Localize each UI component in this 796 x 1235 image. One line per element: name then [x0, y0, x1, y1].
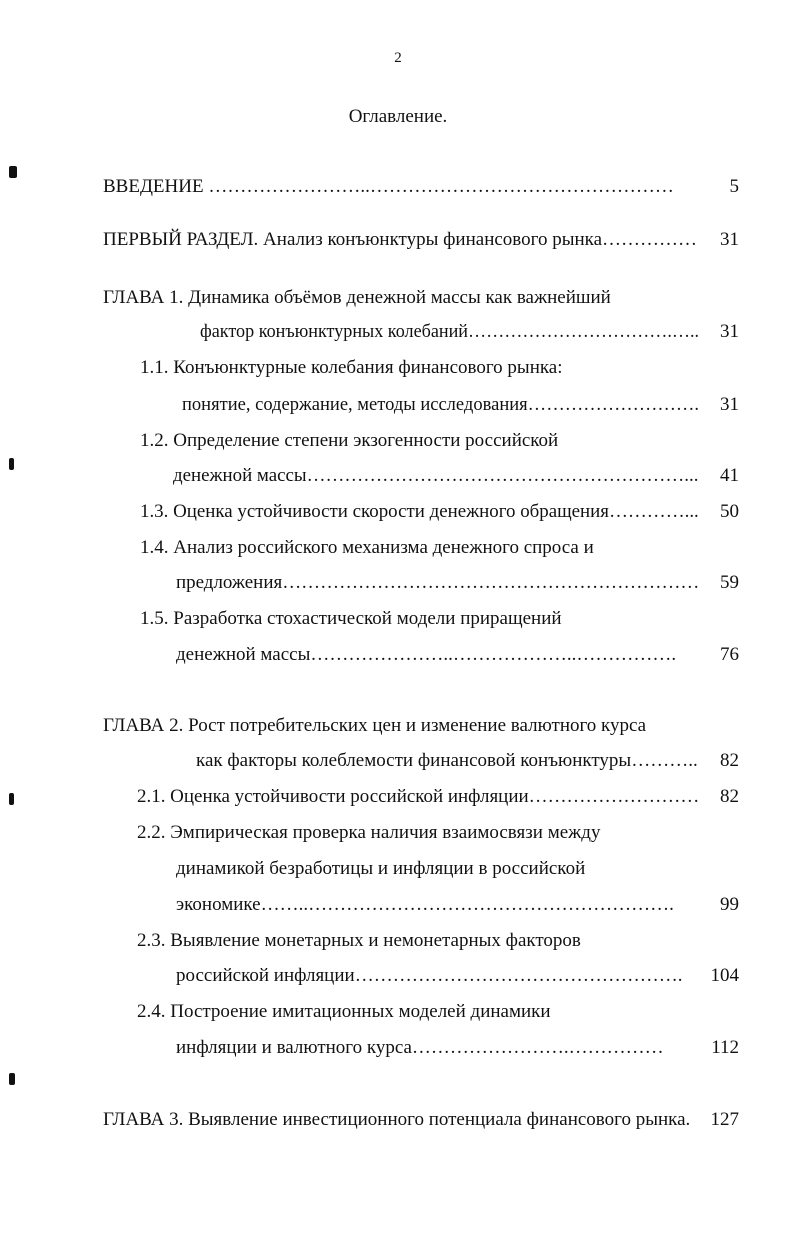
toc-entry-1-1[interactable]: 1.1. Конъюнктурные колебания финансового рынка: [140, 357, 563, 378]
toc-page-number: 112 [711, 1037, 739, 1058]
toc-entry-2-1[interactable]: 2.1. Оценка устойчивости российской инфляции……………………… [137, 786, 700, 807]
toc-entry-1-5[interactable]: 1.5. Разработка стохастической модели приращений [140, 608, 562, 629]
toc-page-number: 82 [720, 750, 739, 771]
toc-page-number: 104 [710, 965, 739, 986]
toc-page-number: 76 [720, 644, 739, 665]
toc-entry-2-3[interactable]: 2.3. Выявление монетарных и немонетарных факторов [137, 930, 581, 951]
toc-entry-1-2[interactable]: 1.2. Определение степени экзогенности российской [140, 430, 559, 451]
toc-page-number: 31 [720, 321, 739, 342]
toc-page-number: 82 [720, 786, 739, 807]
toc-title: Оглавление. [348, 106, 448, 127]
toc-page-number: 41 [720, 465, 739, 486]
scan-mark [9, 793, 14, 805]
toc-entry-1-3[interactable]: 1.3. Оценка устойчивости скорости денежного обращения…………... [140, 501, 699, 522]
toc-page-number: 99 [720, 894, 739, 915]
toc-entry-1-4[interactable]: 1.4. Анализ российского механизма денежного спроса и [140, 537, 594, 558]
toc-entry-2-4-cont[interactable]: инфляции и валютного курса…………………….…………… [176, 1037, 664, 1058]
toc-entry-2-2-cont[interactable]: динамикой безработицы и инфляции в российской [176, 858, 586, 879]
page-number: 2 [394, 50, 402, 66]
toc-entry-2-3-cont[interactable]: российской инфляции……………………………………………. [176, 965, 683, 986]
toc-page-number: 5 [729, 176, 739, 197]
toc-entry-1-1-cont[interactable]: понятие, содержание, методы исследования………………………. [182, 394, 700, 415]
toc-entry-1-5-cont[interactable]: денежной массы…………………..………………..……………. [176, 644, 677, 665]
toc-entry-chapter-2[interactable]: ГЛАВА 2. Рост потребительских цен и изменение валютного курса [103, 715, 647, 736]
toc-entry-chapter-3[interactable]: ГЛАВА 3. Выявление инвестиционного потенциала финансового рынка. [103, 1109, 691, 1130]
toc-entry-1-2-cont[interactable]: денежной массы……………………………………………………... [173, 465, 699, 486]
toc-page-number: 59 [720, 572, 739, 593]
toc-page-number: 127 [710, 1109, 739, 1130]
toc-entry-introduction[interactable]: ВВЕДЕНИЕ ……………………..………………………………………… [103, 176, 674, 197]
toc-entry-chapter-1[interactable]: ГЛАВА 1. Динамика объёмов денежной массы как важнейший [103, 287, 611, 308]
scan-mark [9, 458, 14, 470]
scan-mark [9, 1073, 15, 1085]
toc-entry-part-one[interactable]: ПЕРВЫЙ РАЗДЕЛ. Анализ конъюнктуры финансового рынка…………… [103, 229, 698, 250]
toc-page-number: 50 [720, 501, 739, 522]
toc-entry-chapter-2-cont[interactable]: как факторы колеблемости финансовой конъюнктуры……….. [196, 750, 698, 771]
toc-page-number: 31 [720, 229, 739, 250]
toc-entry-2-4[interactable]: 2.4. Построение имитационных моделей динамики [137, 1001, 551, 1022]
toc-entry-1-4-cont[interactable]: предложения………………………………………………………… [176, 572, 700, 593]
toc-entry-2-2-cont2[interactable]: экономике……..…………………………………………………. [176, 894, 674, 915]
toc-entry-chapter-1-cont[interactable]: фактор конъюнктурных колебаний…………………………….….. [200, 321, 700, 342]
toc-page-number: 31 [720, 394, 739, 415]
toc-entry-2-2[interactable]: 2.2. Эмпирическая проверка наличия взаимосвязи между [137, 822, 601, 843]
scan-mark [9, 166, 17, 178]
